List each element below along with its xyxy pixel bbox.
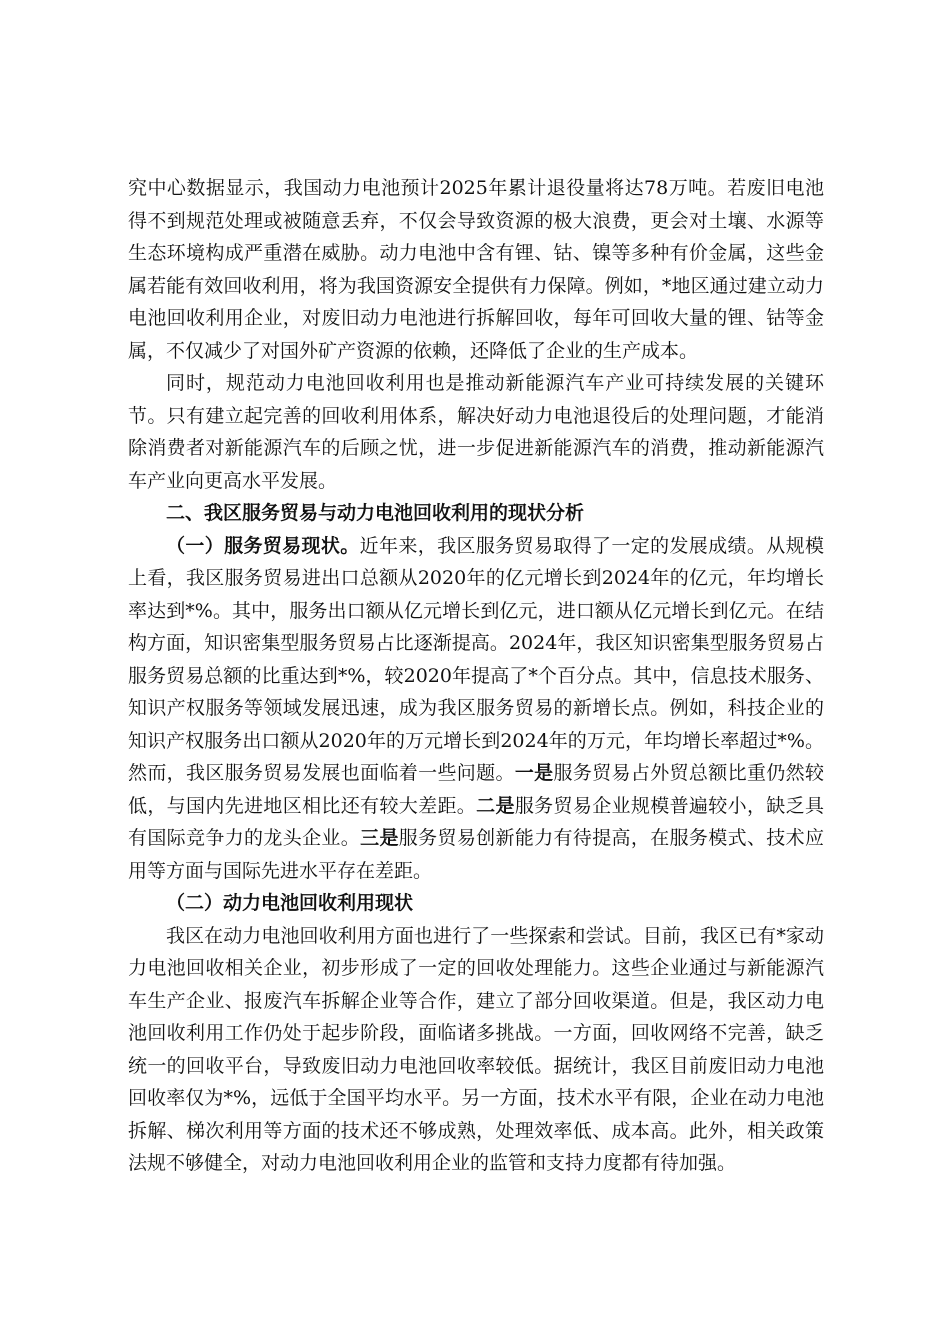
subsection-heading-battery-recycling: （二）动力电池回收利用现状: [166, 892, 414, 914]
paragraph-sustainable-development: 同时，规范动力电池回收利用也是推动新能源汽车产业可持续发展的关键环节。只有建立起完善的回收利用体系，解决好动力电池退役后的处理问题，才能消除消费者对新能源汽车的后顾之忧，进一步促进新能源汽车的消费，推动新能源汽车产业向更高水平发展。: [128, 372, 824, 492]
point-text-third: 服务贸易创新能力有待提高，在服务模式、技术应用等方面与国际先进水平存在差距。: [128, 827, 824, 882]
service-trade-text: 近年来，我区服务贸易取得了一定的发展成绩。从规模上看，我区服务贸易进出口总额从2020年的亿元增长到2024年的亿元，年均增长率达到*%。其中，服务出口额从亿元增长到亿元，进口额从亿元增长到亿元。在结构方面，知识密集型服务贸易占比逐渐提高。2024年，我区知识密集型服务贸易占服务贸易总额的比重达到*%，较2020年提高了*个百分点。其中，信息技术服务、知识产权服务等领域发展迅速，成为我区服务贸易的新增长点。例如，科技企业的知识产权服务出口额从2020年的万元增长到2024年的万元，年均增长率超过*%。然而，我区服务贸易发展也面临着一些问题。: [128, 534, 824, 784]
point-label-third: 三是: [360, 827, 399, 849]
section-heading: 二、我区服务贸易与动力电池回收利用的现状分析: [166, 502, 585, 524]
point-text-first: 服务贸易占外贸总额比重仍然较低，与国内先进地区相比还有较大差距。: [128, 762, 824, 817]
document-body: [128, 172, 824, 1180]
point-text-second: 服务贸易企业规模普遍较小，缺乏具有国际竞争力的龙头企业。: [128, 794, 824, 849]
point-label-second: 二是: [476, 794, 515, 817]
point-label-first: 一是: [514, 762, 554, 784]
paragraph-continuation: 究中心数据显示，我国动力电池预计2025年累计退役量将达78万吨。若废旧电池得不到规范处理或被随意丢弃，不仅会导致资源的极大浪费，更会对土壤、水源等生态环境构成严重潜在威胁。动力电池中含有锂、钴、镍等多种有价金属，这些金属若能有效回收利用，将为我国资源安全提供有力保障。例如，*地区通过建立动力电池回收利用企业，对废旧动力电池进行拆解回收，每年可回收大量的锂、钴等金属，不仅减少了对国外矿产资源的依赖，还降低了企业的生产成本。: [128, 177, 824, 362]
paragraph-battery-recycling-status: 我区在动力电池回收利用方面也进行了一些探索和尝试。目前，我区已有*家动力电池回收相关企业，初步形成了一定的回收处理能力。这些企业通过与新能源汽车生产企业、报废汽车拆解企业等合作，建立了部分回收渠道。但是，我区动力电池回收利用工作仍处于起步阶段，面临诸多挑战。一方面，回收网络不完善，缺乏统一的回收平台，导致废旧动力电池回收率较低。据统计，我区目前废旧动力电池回收率仅为*%，远低于全国平均水平。另一方面，技术水平有限，企业在动力电池拆解、梯次利用等方面的技术还不够成熟，处理效率低、成本高。此外，相关政策法规不够健全，对动力电池回收利用企业的监管和支持力度都有待加强。: [128, 924, 824, 1174]
subsection-heading-service-trade: （一）服务贸易现状。: [166, 534, 360, 557]
paragraph-service-trade-status: [128, 530, 824, 888]
